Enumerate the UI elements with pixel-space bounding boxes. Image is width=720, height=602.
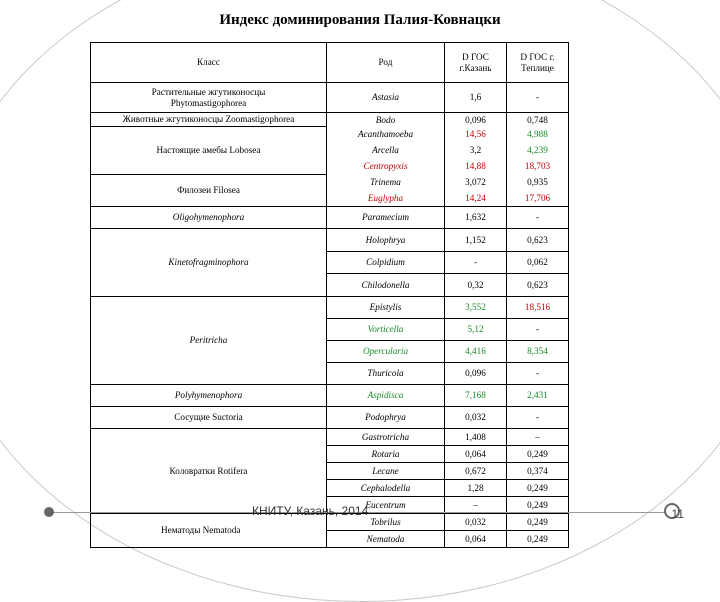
d-kazan-cell: 3,072 bbox=[445, 175, 507, 191]
d-teplice-cell: - bbox=[507, 207, 569, 229]
class-cell: Kinetofragminophora bbox=[91, 229, 327, 297]
genus-cell: Podophrya bbox=[327, 407, 445, 429]
table-row bbox=[91, 229, 569, 252]
class-cell: Oligohymenophora bbox=[91, 207, 327, 229]
d-teplice-cell: 4,988 bbox=[507, 127, 569, 143]
genus-cell: Thuricola bbox=[327, 363, 445, 385]
d-teplice-cell: 0,249 bbox=[507, 446, 569, 463]
d-kazan-cell: 3,2 bbox=[445, 143, 507, 159]
genus-cell: Colpidium bbox=[327, 252, 445, 274]
table-row bbox=[91, 297, 569, 319]
d-kazan-cell: 0,064 bbox=[445, 531, 507, 548]
genus-cell: Gastrotricha bbox=[327, 429, 445, 446]
d-kazan-cell: 0,032 bbox=[445, 407, 507, 429]
genus-cell: Trinema bbox=[327, 175, 445, 191]
table-row bbox=[91, 407, 569, 429]
d-teplice-cell: 0,062 bbox=[507, 252, 569, 274]
d-kazan-cell: 0,32 bbox=[445, 274, 507, 297]
d-kazan-cell: 0,064 bbox=[445, 446, 507, 463]
header-d-kazan: D ГОС г.Казань bbox=[445, 43, 507, 83]
d-kazan-cell: 14,56 bbox=[445, 127, 507, 143]
genus-cell: Euglypha bbox=[327, 191, 445, 207]
genus-cell: Tobrilus bbox=[327, 514, 445, 531]
class-cell: Настоящие амебы Lobosea bbox=[91, 127, 327, 175]
footer-caption: КНИТУ, Казань, 2014 bbox=[252, 504, 369, 518]
slide-start-dot bbox=[44, 507, 54, 517]
d-kazan-cell: 0,096 bbox=[445, 363, 507, 385]
class-cell: Животные жгутиконосцы Zoomastigophorea bbox=[91, 113, 327, 127]
table-row bbox=[91, 83, 569, 113]
d-teplice-cell: 17,706 bbox=[507, 191, 569, 207]
d-teplice-cell: 0,249 bbox=[507, 531, 569, 548]
d-kazan-cell: 1,408 bbox=[445, 429, 507, 446]
d-teplice-cell: 0,249 bbox=[507, 514, 569, 531]
d-kazan-cell: 1,28 bbox=[445, 480, 507, 497]
d-teplice-cell: 0,249 bbox=[507, 480, 569, 497]
table-row bbox=[91, 385, 569, 407]
d-teplice-cell: 8,354 bbox=[507, 341, 569, 363]
d-teplice-cell: 0,623 bbox=[507, 229, 569, 252]
class-cell: Коловратки Rotifera bbox=[91, 429, 327, 514]
d-teplice-cell: 18,703 bbox=[507, 159, 569, 175]
class-cell: Растительные жгутиконосцы Phytomastigophorea bbox=[91, 83, 327, 113]
genus-cell: Aspidisca bbox=[327, 385, 445, 407]
table-row bbox=[91, 113, 569, 127]
d-teplice-cell: - bbox=[507, 407, 569, 429]
header-d-teplice: D ГОС г. Теплице bbox=[507, 43, 569, 83]
d-kazan-cell: 1,152 bbox=[445, 229, 507, 252]
table-row bbox=[91, 207, 569, 229]
d-teplice-cell: – bbox=[507, 429, 569, 446]
header-genus: Род bbox=[327, 43, 445, 83]
table-row bbox=[91, 175, 569, 191]
d-kazan-cell: – bbox=[445, 497, 507, 514]
d-teplice-cell: - bbox=[507, 83, 569, 113]
dominance-table bbox=[90, 42, 569, 548]
genus-cell: Vorticella bbox=[327, 319, 445, 341]
d-kazan-cell: 7,168 bbox=[445, 385, 507, 407]
d-kazan-cell: 5,12 bbox=[445, 319, 507, 341]
page-number: 11 bbox=[671, 507, 684, 521]
genus-cell: Bodo bbox=[327, 113, 445, 127]
genus-cell: Eucentrum bbox=[327, 497, 445, 514]
d-kazan-cell: 14,88 bbox=[445, 159, 507, 175]
genus-cell: Cephalodella bbox=[327, 480, 445, 497]
d-kazan-cell: 1,6 bbox=[445, 83, 507, 113]
d-kazan-cell: 0,032 bbox=[445, 514, 507, 531]
class-cell: Нематоды Nematoda bbox=[91, 514, 327, 548]
genus-cell: Arcella bbox=[327, 143, 445, 159]
genus-cell: Opercularia bbox=[327, 341, 445, 363]
table-row bbox=[91, 429, 569, 446]
genus-cell: Holophrya bbox=[327, 229, 445, 252]
class-cell: Сосущие Suctoria bbox=[91, 407, 327, 429]
d-teplice-cell: - bbox=[507, 363, 569, 385]
header-class: Класс bbox=[91, 43, 327, 83]
genus-cell: Acanthamoeba bbox=[327, 127, 445, 143]
d-kazan-cell: - bbox=[445, 252, 507, 274]
d-teplice-cell: 18,516 bbox=[507, 297, 569, 319]
genus-cell: Astasia bbox=[327, 83, 445, 113]
d-teplice-cell: 0,249 bbox=[507, 497, 569, 514]
genus-cell: Lecane bbox=[327, 463, 445, 480]
d-teplice-cell: 0,374 bbox=[507, 463, 569, 480]
d-kazan-cell: 3,552 bbox=[445, 297, 507, 319]
d-kazan-cell: 0,096 bbox=[445, 113, 507, 127]
class-cell: Peritricha bbox=[91, 297, 327, 385]
class-cell: Polyhymenophora bbox=[91, 385, 327, 407]
table-row bbox=[91, 127, 569, 143]
d-teplice-cell: 0,623 bbox=[507, 274, 569, 297]
genus-cell: Rotaria bbox=[327, 446, 445, 463]
d-teplice-cell: - bbox=[507, 319, 569, 341]
d-kazan-cell: 4,416 bbox=[445, 341, 507, 363]
d-teplice-cell: 4,239 bbox=[507, 143, 569, 159]
d-teplice-cell: 0,935 bbox=[507, 175, 569, 191]
genus-cell: Paramecium bbox=[327, 207, 445, 229]
genus-cell: Centropyxis bbox=[327, 159, 445, 175]
page-title: Индекс доминирования Палия-Ковнацки bbox=[219, 12, 501, 28]
d-kazan-cell: 14,24 bbox=[445, 191, 507, 207]
class-cell: Филозеи Filosea bbox=[91, 175, 327, 207]
genus-cell: Epistylis bbox=[327, 297, 445, 319]
d-teplice-cell: 0,748 bbox=[507, 113, 569, 127]
genus-cell: Chilodonella bbox=[327, 274, 445, 297]
d-kazan-cell: 0,672 bbox=[445, 463, 507, 480]
d-kazan-cell: 1,632 bbox=[445, 207, 507, 229]
d-teplice-cell: 2,431 bbox=[507, 385, 569, 407]
table-header-row bbox=[91, 43, 569, 83]
genus-cell: Nematoda bbox=[327, 531, 445, 548]
